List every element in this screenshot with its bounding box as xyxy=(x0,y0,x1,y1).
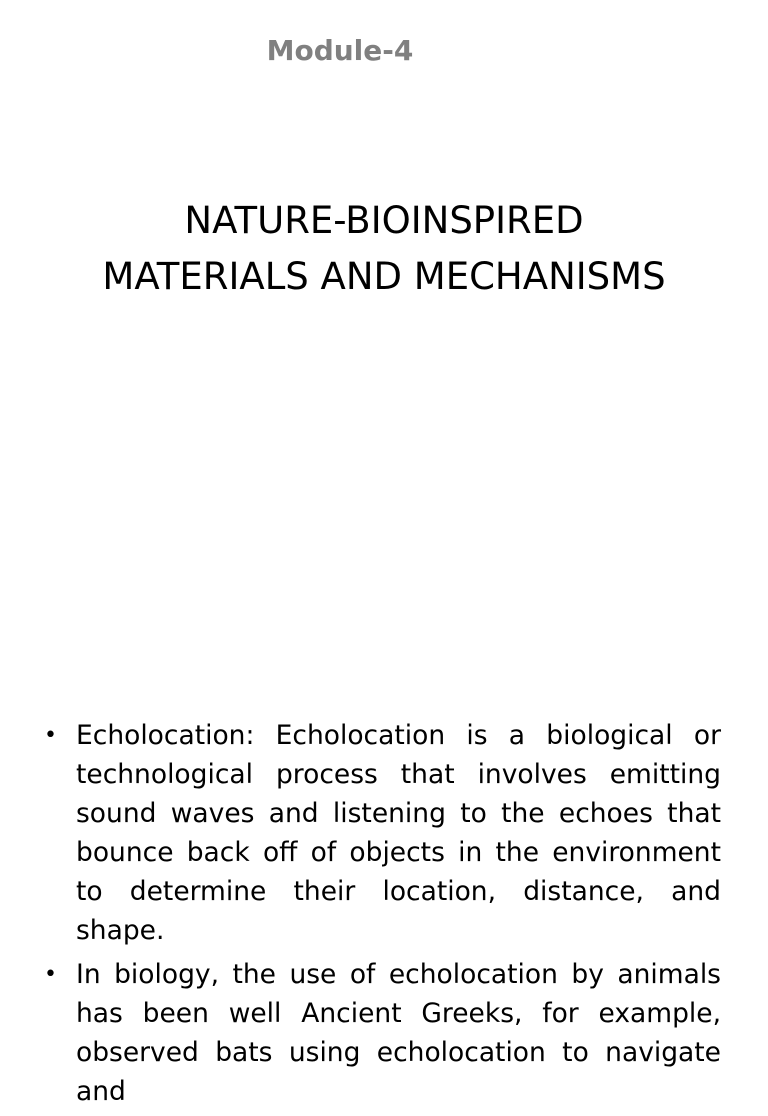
slide-title xyxy=(0,193,768,305)
bullet-text: In biology, the use of echolocation by animals has been well Ancient Greeks, for example, observed bats using echolocation to navigate and xyxy=(76,959,721,1107)
slide-title-line-1: NATURE-BIOINSPIRED xyxy=(184,199,584,242)
bullet-text: Echolocation: Echolocation is a biological or technological process that involves emitting sound waves and listening to the echoes that bounce back off of objects in the environment to determine their location, distance, and shape. xyxy=(76,720,721,946)
bullet-list xyxy=(44,716,721,1116)
bullet-item-biology xyxy=(44,955,721,1111)
bullet-icon: • xyxy=(44,723,57,748)
bullet-icon: • xyxy=(44,962,57,987)
bullet-item-echolocation xyxy=(44,716,721,950)
module-label: Module-4 xyxy=(266,34,414,67)
slide-title-line-2: MATERIALS AND MECHANISMS xyxy=(102,255,666,298)
